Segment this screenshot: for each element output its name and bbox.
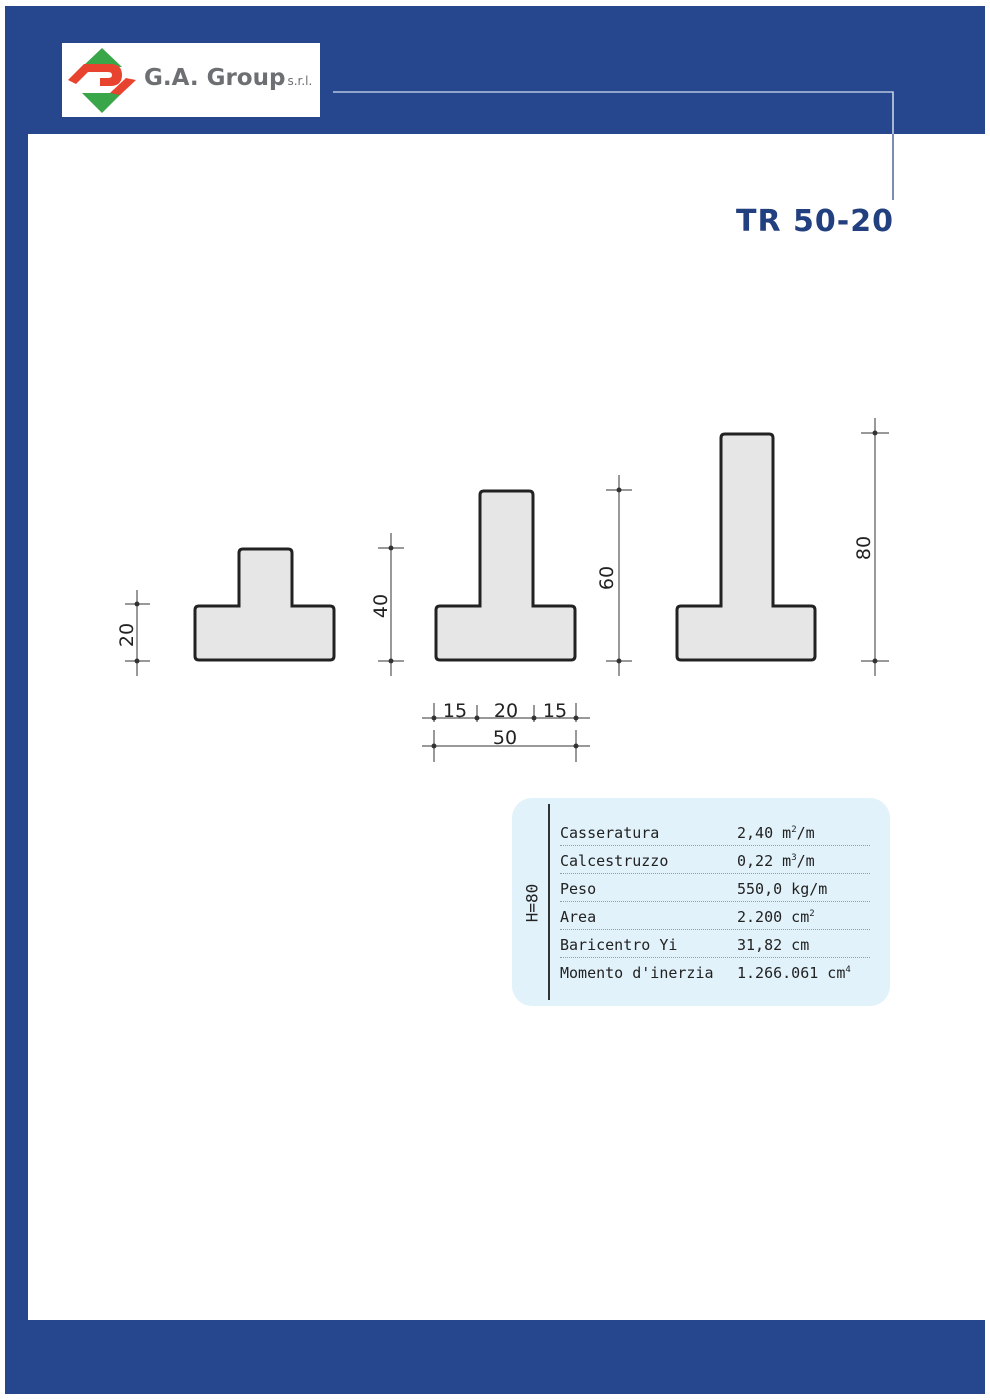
- dim-label-width-right: 15: [542, 700, 568, 722]
- spec-row: [560, 902, 870, 930]
- dim-label-h60: 60: [596, 565, 618, 591]
- spec-unit-exponent: 2: [791, 825, 797, 835]
- spec-label: Peso: [560, 880, 597, 898]
- spec-value: 2.200 $cm^2$: [737, 908, 815, 926]
- spec-label: Area: [560, 908, 597, 926]
- dim-label-h40: 40: [370, 593, 392, 619]
- section-height-label: H=80: [522, 883, 542, 923]
- spec-row: [560, 818, 870, 846]
- spec-value: 1.266.061 $cm^4$: [737, 964, 851, 982]
- product-code-title: TR 50-20: [736, 204, 894, 239]
- spec-panel: [512, 798, 890, 1006]
- spec-unit-exponent: 4: [845, 965, 851, 975]
- spec-row: [560, 874, 870, 902]
- profile-h40: [436, 491, 575, 660]
- dim-label-h20: 20: [116, 622, 138, 648]
- spec-unit-exponent: 3: [791, 853, 797, 863]
- dim-label-width-left: 15: [442, 700, 468, 722]
- spec-label: Calcestruzzo: [560, 852, 669, 870]
- dim-label-width-total: 50: [492, 727, 518, 749]
- spec-label: Casseratura: [560, 824, 660, 842]
- spec-value: 31,82 cm: [737, 936, 810, 954]
- spec-row: [560, 958, 870, 985]
- brand-suffix: s.r.l.: [287, 74, 313, 88]
- spec-value: 0,22 $m^3/m$: [737, 852, 815, 870]
- spec-label: Baricentro Yi: [560, 936, 678, 954]
- brand-name-text: G.A. Group: [144, 65, 286, 91]
- dim-label-width-center: 20: [493, 700, 519, 722]
- spec-label: Momento d'inerzia: [560, 964, 714, 982]
- spec-unit-exponent: 2: [809, 909, 815, 919]
- profile-h80: [677, 434, 815, 660]
- panel-divider: [548, 804, 550, 1000]
- spec-value: 2,40 $m^2/m$: [737, 824, 815, 842]
- profile-h20: [195, 549, 334, 660]
- spec-row: [560, 846, 870, 874]
- spec-row: [560, 930, 870, 958]
- dim-label-h80: 80: [853, 535, 875, 561]
- spec-value: 550,0 kg/m: [737, 880, 828, 898]
